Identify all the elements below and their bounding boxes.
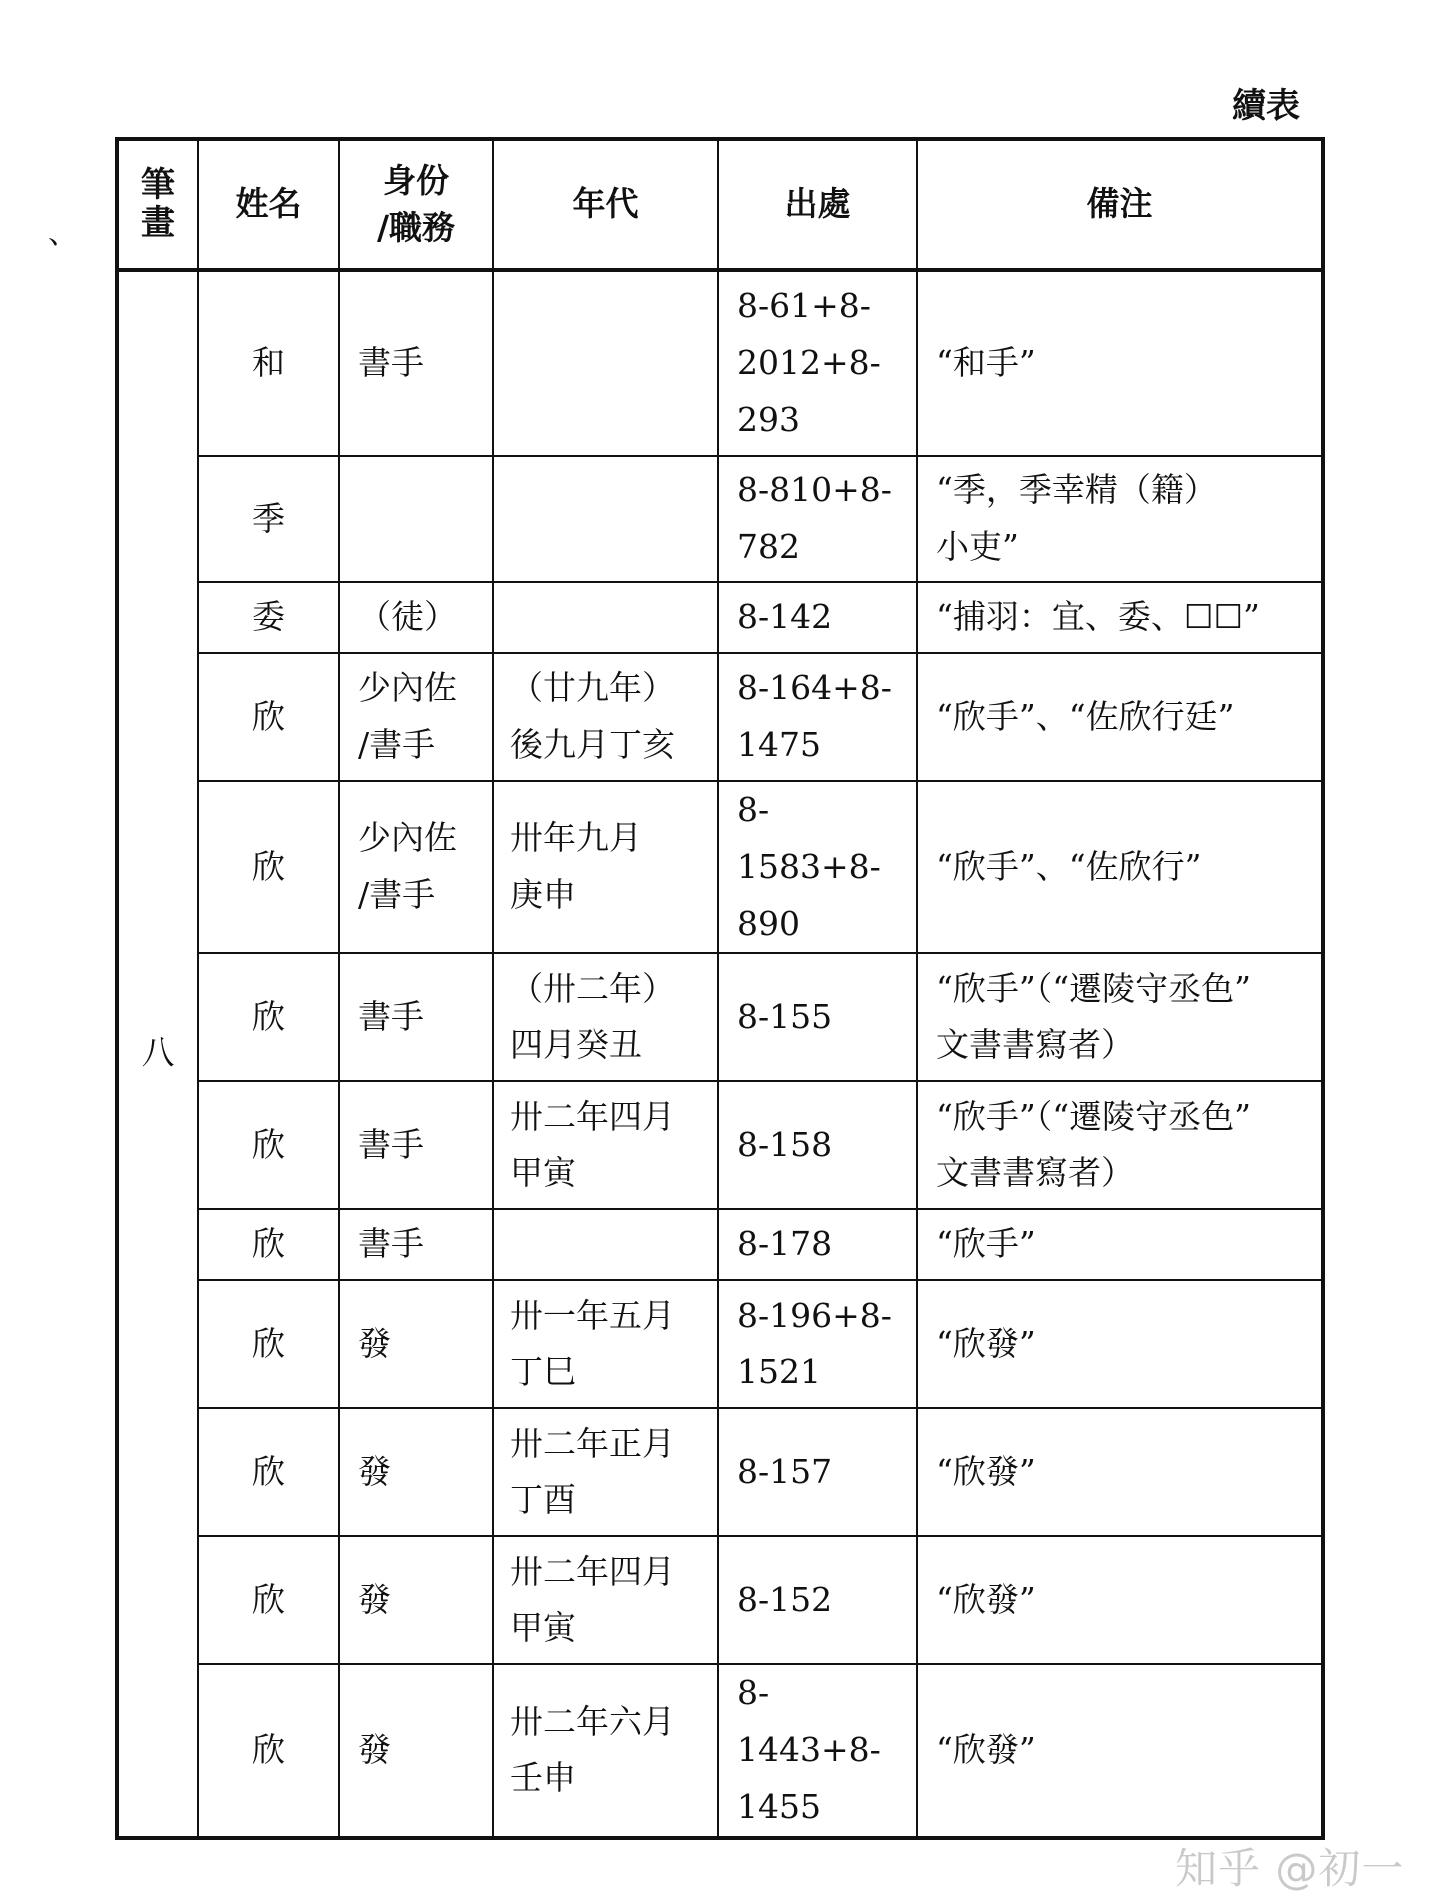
table-row (117, 1081, 1323, 1209)
cell-note: “欣手”（“遷陵守丞色” 文書書寫者） (917, 1081, 1323, 1209)
cell-note: “欣手”（“遷陵守丞色” 文書書寫者） (917, 953, 1323, 1081)
cell-source: 8-1583+8- 890 (718, 781, 917, 953)
cell-role: 發 (339, 1408, 493, 1536)
cell-name: 欣 (198, 653, 339, 781)
cell-year (493, 1209, 718, 1280)
cell-source: 8-1443+8- 1455 (718, 1664, 917, 1837)
table-row (117, 270, 1323, 456)
table-row (117, 456, 1323, 582)
continuation-label: 續表 (1232, 86, 1300, 126)
header-role (339, 139, 493, 270)
cell-name: 和 (198, 270, 339, 456)
cell-note: “欣發” (917, 1536, 1323, 1664)
cell-name: 欣 (198, 1664, 339, 1837)
cell-year: 卅二年正月 丁酉 (493, 1408, 718, 1536)
cell-year (493, 582, 718, 653)
cell-name: 欣 (198, 1280, 339, 1408)
cell-name: 欣 (198, 953, 339, 1081)
cell-note: “欣發” (917, 1408, 1323, 1536)
cell-role (339, 456, 493, 582)
cell-role: 書手 (339, 270, 493, 456)
data-table (115, 137, 1325, 1840)
header-source: 出處 (718, 139, 917, 270)
header-row (117, 139, 1323, 270)
table-body (117, 270, 1323, 1838)
cell-year (493, 456, 718, 582)
cell-note: “欣手”、“佐欣行廷” (917, 653, 1323, 781)
cell-source: 8-158 (718, 1081, 917, 1209)
table-row (117, 1664, 1323, 1837)
watermark: 知乎 @初一 (1175, 1844, 1405, 1893)
cell-source: 8-196+8- 1521 (718, 1280, 917, 1408)
cell-year (493, 270, 718, 456)
cell-name: 季 (198, 456, 339, 582)
cell-role: 書手 (339, 953, 493, 1081)
cell-source: 8-61+8- 2012+8- 293 (718, 270, 917, 456)
table-row (117, 1209, 1323, 1280)
header-year: 年代 (493, 139, 718, 270)
cell-note: “欣發” (917, 1664, 1323, 1837)
header-note: 備注 (917, 139, 1323, 270)
cell-source: 8-155 (718, 953, 917, 1081)
cell-note: “欣發” (917, 1280, 1323, 1408)
cell-name: 委 (198, 582, 339, 653)
cell-source: 8-178 (718, 1209, 917, 1280)
cell-source: 8-164+8- 1475 (718, 653, 917, 781)
cell-name: 欣 (198, 1209, 339, 1280)
cell-note: “和手” (917, 270, 1323, 456)
header-name: 姓名 (198, 139, 339, 270)
table-row (117, 1280, 1323, 1408)
cell-note: “欣手” (917, 1209, 1323, 1280)
table-row (117, 653, 1323, 781)
cell-year: （卅二年） 四月癸丑 (493, 953, 718, 1081)
cell-year: （廿九年） 後九月丁亥 (493, 653, 718, 781)
table-row (117, 582, 1323, 653)
cell-role: 書手 (339, 1209, 493, 1280)
cell-role: 書手 (339, 1081, 493, 1209)
cell-source: 8-152 (718, 1536, 917, 1664)
cell-note: “季，季幸精（籍） 小吏” (917, 456, 1323, 582)
stray-mark: 、 (48, 216, 78, 251)
cell-note: “欣手”、“佐欣行” (917, 781, 1323, 953)
cell-note: “捕羽：宜、委、☐☐” (917, 582, 1323, 653)
cell-year: 卅一年五月 丁巳 (493, 1280, 718, 1408)
cell-stroke: 八 (117, 270, 198, 1838)
cell-name: 欣 (198, 1536, 339, 1664)
header-stroke (117, 139, 198, 270)
cell-source: 8-157 (718, 1408, 917, 1536)
header-stroke-text: 筆 畫 (141, 165, 175, 243)
cell-role: （徒） (339, 582, 493, 653)
table-row (117, 953, 1323, 1081)
cell-year: 卅二年六月 壬申 (493, 1664, 718, 1837)
cell-role: 發 (339, 1536, 493, 1664)
cell-year: 卅二年四月 甲寅 (493, 1081, 718, 1209)
cell-role: 少內佐 /書手 (339, 781, 493, 953)
cell-name: 欣 (198, 781, 339, 953)
table-row (117, 1408, 1323, 1536)
cell-source: 8-810+8- 782 (718, 456, 917, 582)
cell-role: 發 (339, 1664, 493, 1837)
table-row (117, 781, 1323, 953)
cell-source: 8-142 (718, 582, 917, 653)
header-role-text: 身份 /職務 (376, 161, 456, 247)
cell-role: 發 (339, 1280, 493, 1408)
cell-name: 欣 (198, 1081, 339, 1209)
cell-year: 卅年九月 庚申 (493, 781, 718, 953)
cell-year: 卅二年四月 甲寅 (493, 1536, 718, 1664)
cell-name: 欣 (198, 1408, 339, 1536)
table-row (117, 1536, 1323, 1664)
cell-role: 少內佐 /書手 (339, 653, 493, 781)
